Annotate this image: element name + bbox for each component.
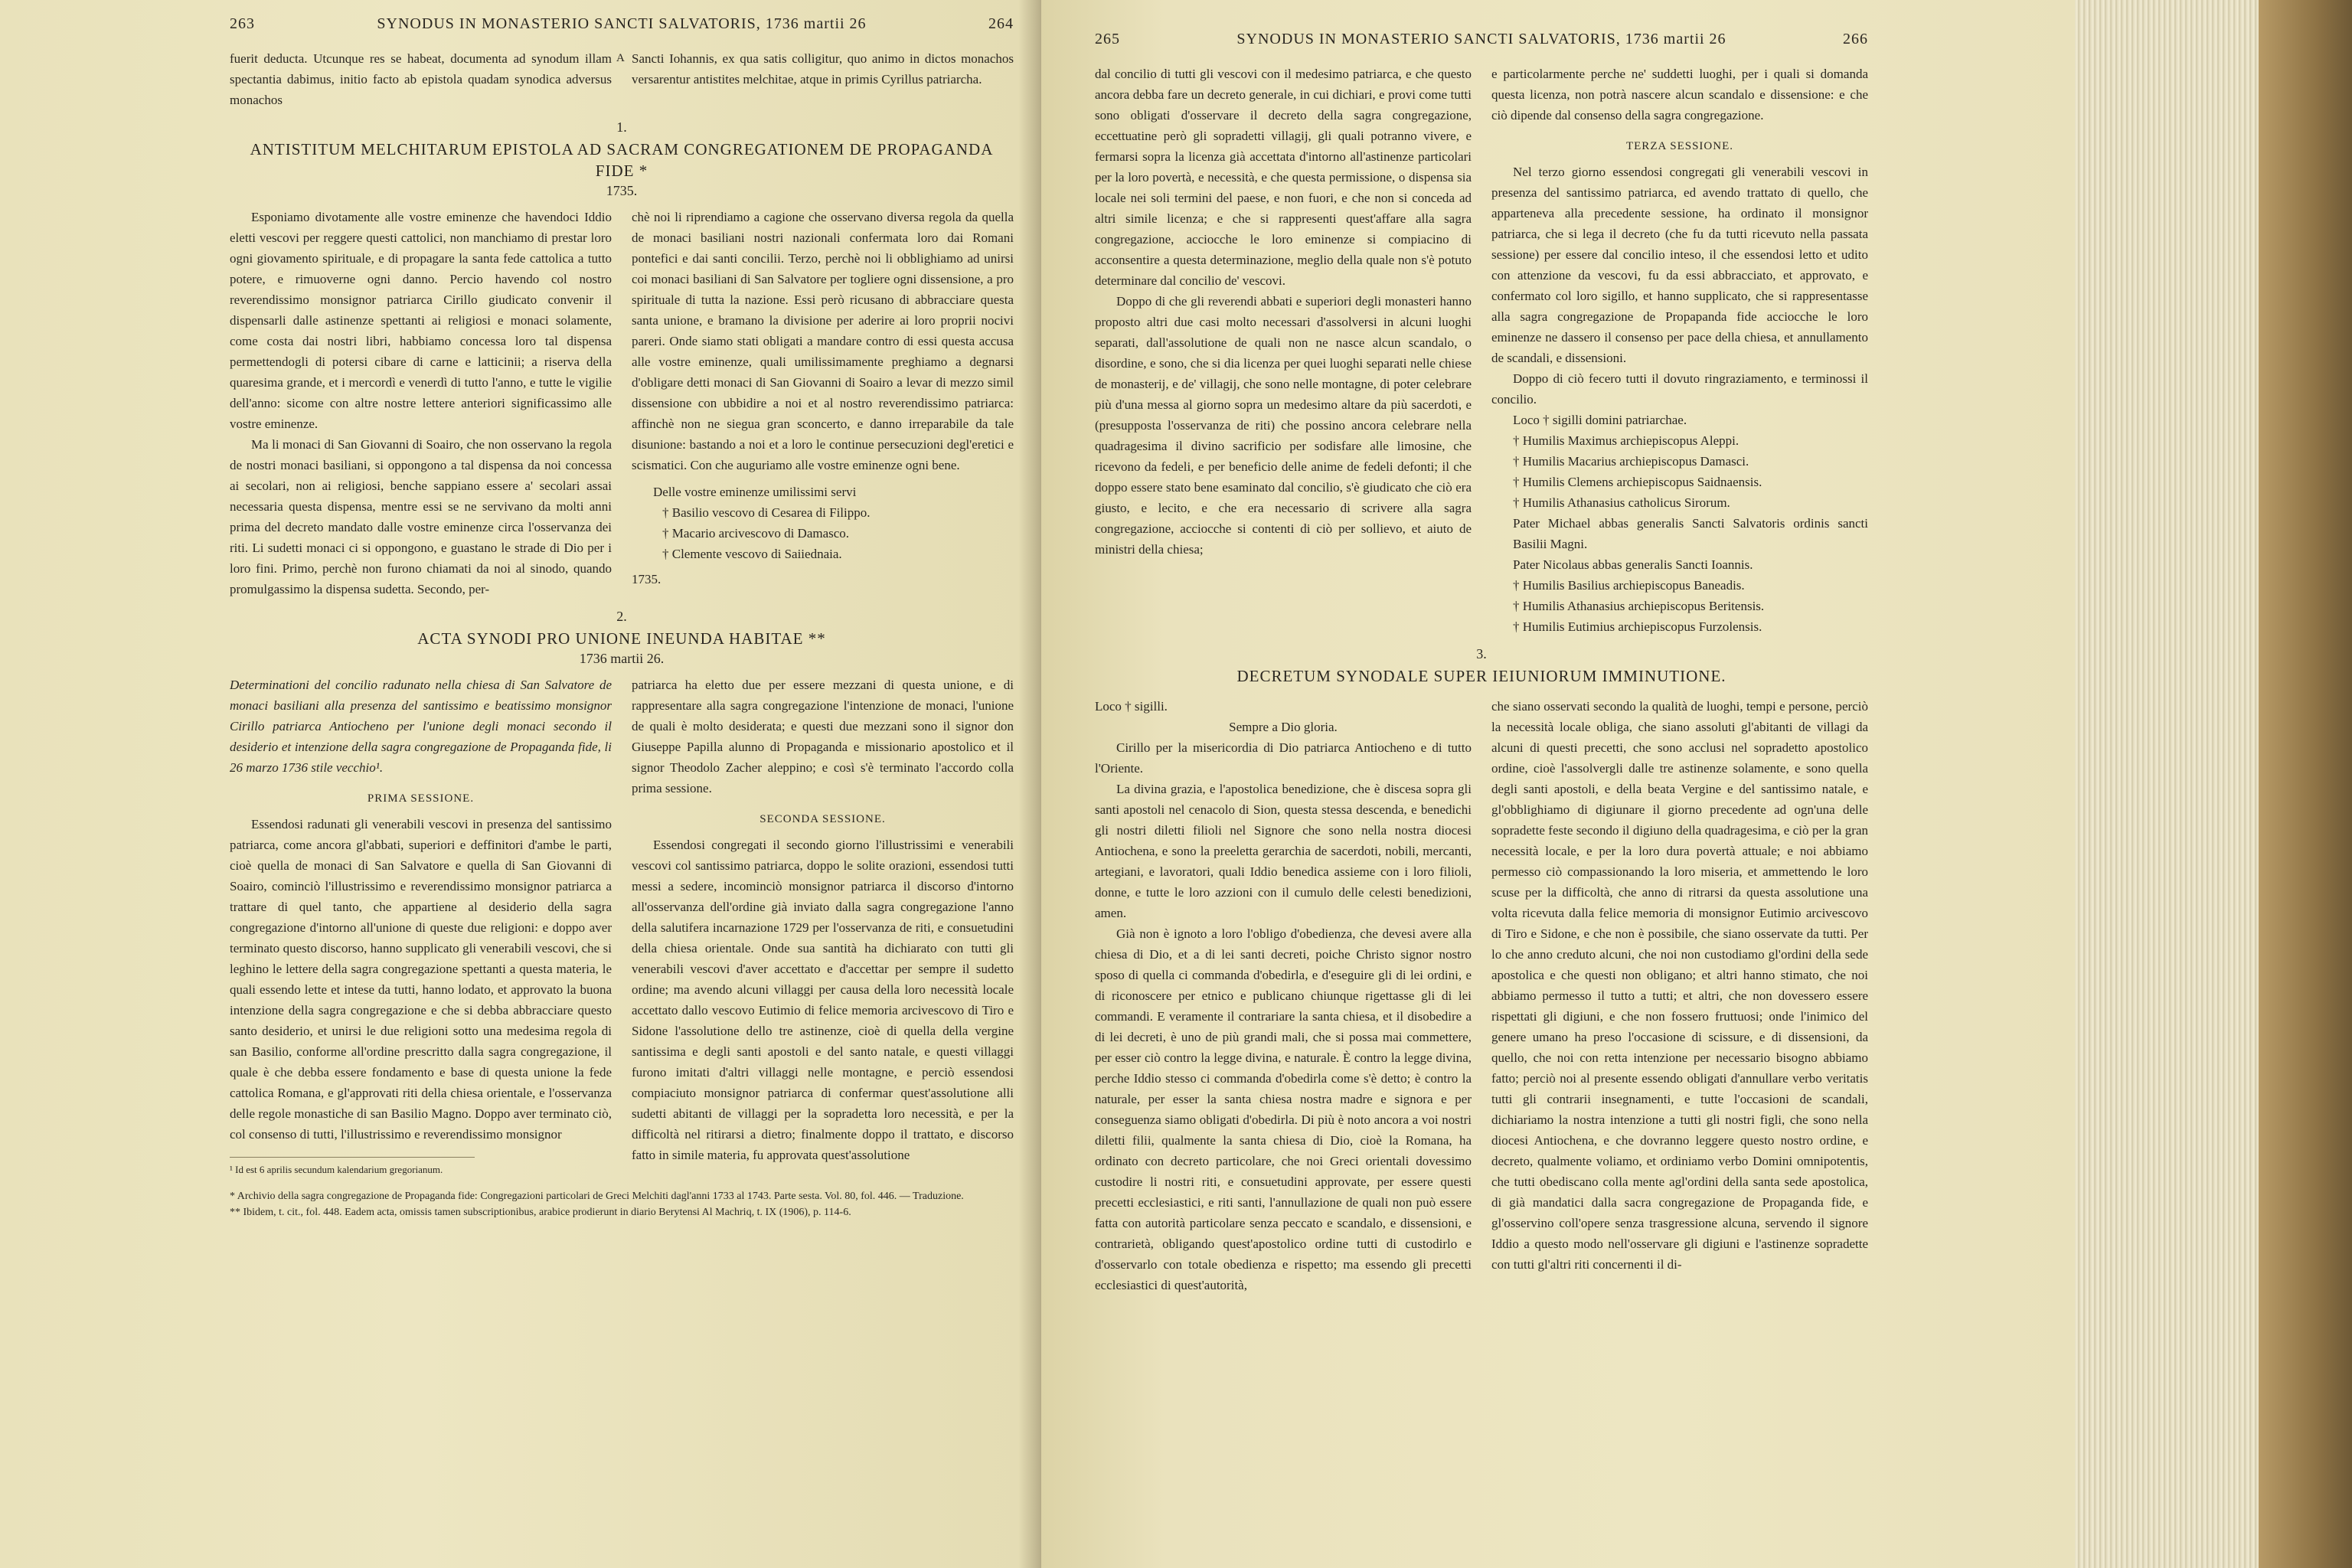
closing: Delle vostre eminenze umilissimi servi: [653, 485, 857, 499]
section-number: 2.: [616, 609, 627, 624]
acta-columns: [230, 675, 1014, 1178]
intro-text: Sancti Iohannis, ex qua satis colligitur, quo animo in dictos monachos versarentur antistites melchitae, atque in primis Cyrillus patriarcha.: [632, 51, 1014, 87]
letter-columns: [230, 207, 1014, 599]
footnote: * Archivio della sagra congregazione de Propaganda fide: Congregazioni particolari de Greci Melchiti dagl'anni 1733 al 1743. Parte sesta. Vol. 80, fol. 446. — Traduzione.: [230, 1191, 964, 1202]
session-heading: TERZA SESSIONE.: [1625, 140, 1733, 152]
signer: † Macario arcivescovo di Damasco.: [662, 526, 850, 541]
right-running-head: [1095, 31, 1868, 48]
paragraph: Doppo di ciò fecero tutti il dovuto ringraziamento, e terminossi il concilio.: [1491, 371, 1868, 407]
signer: Pater Michael abbas generalis Sancti Salvatoris ordinis sancti Basilii Magni.: [1513, 516, 1868, 551]
acta-column-2: [632, 675, 1014, 1178]
footnote: ** Ibidem, t. cit., fol. 448. Eadem acta, omissis tamen subscriptionibus, arabice prodierunt in diario Berytensi Al Machriq, t. IX (1906), p. 114-6.: [230, 1207, 851, 1218]
paragraph: dal concilio di tutti gli vescovi con il medesimo patriarca, e che questo ancora debba fare un decreto generale, in cui dichiari, e provi come tutti sono obligati d'osservare il decreto della sagra congregazione, eccettuatine però gli sopradetti villagij, gli quali potranno vivere, e fermarsi sopra la licenza già accettata d'intorno all'astinenze particolari per la loro povertà, e necessità, e che questa permissione, o dispensa sia locale nei soli termini del paese, e non fuori, e che non si conceda ad altri simile licenza; e che si rappresenti quest'affare alla sagra congregazione, acciocche le loro eminenze si compiacino di acconsentire a questa determinazione, meglio della quale non s'è potuto determinare dal concilio de' vescovi.: [1095, 67, 1472, 288]
session-heading: PRIMA SESSIONE.: [367, 792, 475, 805]
session-heading: SECONDA SESSIONE.: [760, 813, 886, 825]
page-number: 265: [1095, 31, 1120, 47]
page-number: 264: [988, 15, 1014, 32]
paragraph: chè noi li riprendiamo a cagione che osservano diversa regola da quella de monaci basiliani nostri nazionali confermata loro dai Romani pontefici e dai santi concilii. Terzo, perchè noi li obblighiamo ad unirsi coi monaci basiliani di San Salvatore per togliere ogni dissensione, a pro spirituale di tutta la nazione. Essi però ricusano di abbracciare questa santa unione, e bramano la divisione per aderire ai loro proprii nocivi pareri. Onde siamo stati obligati a mandare contro di essi questa accusa alle vostre eminenze, quali umilissimamente preghiamo a degnarsi d'obligare detti monaci di San Giovanni di Soairo a levar di mezzo simil dissensione con ubbidire a noi et al nostro reverendissimo patriarca: affinchè non ne sieguа gran sconcerto, e danno irreparabile da tale disunione: bastando a noi et a loro le continue persecuzioni degl'eretici e scismatici. Con che auguriamo alle vostre eminenze ogni bene.: [632, 210, 1014, 472]
letter-end-date: 1735.: [632, 572, 662, 586]
page-number: 266: [1842, 31, 1868, 47]
paragraph: Doppo di che gli reverendi abbati e superiori degli monasteri hanno proposto altri due casi molto necessari d'assolversi in alcuni luoghi separati, dall'assolutione de quali non ne nasce alcun scandalo, o disordine, e sono, che si dia licenza per quei luoghi separati nelle chiese de monasterij, e de' villagij, che sono nelle montagne, di poter celebrare più d'una messa al giorno sopra un medesimo altare da più sacerdoti, e (presupposta l'osservanza de riti) che possino ancora celebrare nella quadragesima il divino sacrificio per sodisfare alle limosine, che ricevono da fedeli, e per beneficio delle anime de fedeli defonti; il che doppo essere stato bene esaminato dal concilio, s'è giudicato che ciò era giusto, e lecito, e che era necessario di scrivere alla sagra congregazione, acciocche si contenti di ciò per sollievo, et aiuto de ministri della chiesa;: [1095, 294, 1472, 557]
signer: † Humilis Athanasius catholicus Sirorum.: [1513, 495, 1730, 510]
paragraph: e particolarmente perche ne' suddetti luoghi, per i quali si domanda questa licenza, non potrà nascere alcun scandalo e dissensione: e che ciò dipende dal consenso della sagra congregazione.: [1491, 67, 1868, 122]
signer: † Clemente vescovo di Saiiednaia.: [662, 547, 842, 561]
paragraph: Essendosi radunati gli venerabili vescovi in presenza del santissimo patriarca, come ancora gl'abbati, superiori e deffinitori d'ambe le parti, cioè quella de monaci di San Salvatore e quella di San Giovanni di Soairo, cominciò l'illustrissimo e reverendissimo monsignor patriarca a trattare di quel tanto, che appartiene al desiderio della sagra congregazione d'intorno all'unione di queste due religioni: e doppo aver terminato questo discorso, hanno supplicato gli venerabili vescovi, che si leghino le lettere della sagra congregazione spettanti a questa materia, le quali essendo lette et intese da tutti, hanno lodato, et approvato la buona intenzione della sagra congregazione e che si debba abbracciare questo santo desiderio, et unirsi le due religioni sotto una medesima regola di san Basilio, conforme all'ordine prescritto dalla sagra congregazione, il quale è che debba essere fondamento e base di questa unione la fede cattolica Romana, e gl'approvati riti della chiesa orientale, e l'osservanza delle regole monastiche di san Basilio Magno. Doppo aver terminato ciò, col consenso di tutti, l'illustrissimo e reverendissimo monsignor: [230, 817, 612, 1142]
acta-column-1: [230, 675, 612, 1178]
signer: † Humilis Clemens archiepiscopus Saidnaensis.: [1513, 475, 1762, 489]
decree-column-1: [1095, 696, 1472, 1295]
intro-columns: [230, 48, 1014, 110]
page-number: 263: [230, 15, 255, 32]
left-page: [0, 0, 1041, 1568]
signer: † Humilis Maximus archiepiscopus Aleppi.: [1513, 433, 1740, 448]
paragraph: Esponiamo divotamente alle vostre eminenze che havendoci Iddio eletti vescovi per reggere questi cattolici, non manchiamo di prestar loro ogni giovamento spirituale, e di propagare la santa fede cattolica a tutto potere, e rimuoverne ogni danno. Percio havendo col nostro reverendissimo monsignor patriarca Cirillo giudicato convenir il dispensarli dalle astinenze spettanti ai religiosi e monaci solamente, come costa dai nostri libri, habbiamo concessa loro tal dispensa permettendogli di potersi cibare di carne e latticinii; a riserva della quaresima grande, et i mercordì e venerdì di tutto l'anno, e tutte le vigilie dell'anno: sicome con altre nostre lettere anteriori significassimo alle vostre eminenze.: [230, 210, 612, 431]
paragraph: La divina grazia, e l'apostolica benedizione, che è discesa sopra gli santi apostoli nel cenacolo di Sion, questa stessa descenda, e benedichi gli nostri diletti filioli nel Signore che sono nella nostra diocesi Antiochena, e sono la preeletta gerarchia de sacerdoti, nobili, mercanti, artegiani, e lavoratori, quali Iddio benedica assieme con i loro filioli, donne, e tutte le loro azzioni con il cumulo delle celesti benedizioni, amen.: [1095, 782, 1472, 920]
running-title: SYNODUS IN MONASTERIO SANCTI SALVATORIS, 1736 martii 26: [377, 15, 867, 32]
signer: Pater Nicolaus abbas generalis Sancti Ioannis.: [1513, 557, 1753, 572]
intro-text: fuerit deducta. Utcunque res se habeat, documenta ad synodum illam spectantia dabimus, initio facto ab epistola quadam synodica adversus monachos: [230, 51, 612, 107]
signer: † Humilis Athanasius archiepiscopus Beritensis.: [1513, 599, 1765, 613]
paragraph: che siano osservati secondo la qualità de luoghi, tempi e persone, perciò la necessità locale obliga, che siano assoluti gl'abitanti de villagi da alcuni di questi precetti, che sono acclusi nel sopradetto apostolico ordine, cioè l'assolvergli dalle tre astinenze solamente, e sono quella degli santi apostoli, e della beata Vergine e del santissimo natale, e gl'obblighiamo di digiunare il giorno precedente ad ogn'una delle sopradette feste secondo il digiuno della quadragesima, e ciò per la gran necessità locale, e per la loro dura povertà attuale; e noi abbiamo permesso ciò compassionando la loro miseria, et ammettendo le loro scuse per la difficoltà, che anno di ritrarsi da questa assolutione una volta ricevuta dalla felice memoria di monsignor Eutimio arcivescovo di Tiro e Sidone, e che non è possibile, che siano osservate da tutti. Per lo che anno creduto alcuni, che noi non custodiamo gl'ordini della sede apostolica e che questi non obligano; et altri hanno stimato, che noi abbiamo permesso il tutto a tutti; et altri, che non dovessero essere rispettati gli digiuni, e che non fossero fruttuosi; onde l'inimico del genere umano ha preso l'occasione di scissure, e di dissensioni, da quello, che noi con retta intenzione per necessario bisogno abbiamo fatto; perciò noi al presente essendo obligati d'annullare verbo veritatis tutti gli contrarii insegnamenti, e tutte l'occasioni de scandali, dichiariamo la nostra intenzione a tutti gli nostri figli, che sono nella diocesi Antiochena, e che dovranno leggere questo nostro ordine, e decreto, qualmente voliamo, et ordiniamo verbo Domini omnipotentis, che tutti obediscano colla mente agl'ordini della santa sede apostolica, di già mandatici dalla sacra congregazione de Propaganda fide, e gl'osservino coll'opere senza trasgressione alcuna, servendo il signore Iddio a questo modo nell'osservare gli digiuni e l'astinenze sopradette con tutti gl'altri riti concernenti il di-: [1491, 699, 1868, 1272]
acta-intro: Determinationi del concilio radunato nella chiesa di San Salvatore de monaci basiliani alla presenza del santissimo e beatissimo monsignor Cirillo patriarca Antiocheno per l'unione degli monaci secondo il desiderio et intenzione della sagra congregazione de Propaganda fide, li 26 marzo 1736 stile vecchio¹.: [230, 678, 612, 775]
paragraph: Nel terzo giorno essendosi congregati gli venerabili vescovi in presenza del santissimo patriarca, ed avendo trattato di quello, che apparteneva alla precedente sessione, ha ordinato il monsignor patriarca, che si lega il decreto (che fu da tutti ricevuto nella passata sessione) per essere dal concilio inteso, il che essendosi letto et udito con attenzione da vescovi, fu da essi abbracciato, et approvato, e confermato col loro sigillo, et hanno supplicato, che si rappresentasse alla sagra congregazione de Propapanda fide acciocche le loro eminenze ne dassero il consenso per pace della chiesa, et annullamento de scandali, e dissensioni.: [1491, 165, 1868, 365]
paragraph: Ma li monaci di San Giovanni di Soairo, che non osservano la regola de nostri monaci basiliani, si oppongono a tal dispensa da noi concessa ai secolari, non ai religiosi, benche sappiano essere a' secolari assai necessaria questa dispensa, mentre essi se ne servivano da molti anni prima del decreto mandato dalle vostre eminenze circa l'osservanza dei riti. Li sudetti monaci ci si oppongono, e guastano le strade di Dio per i loro fini. Primo, perchè non furono chiamati da noi al sinodo, quando promulgassimo la dispensa sudetta. Secondo, per-: [230, 437, 612, 596]
paragraph: patriarca ha eletto due per essere mezzani di questa unione, e di rappresentare alla sagra congregazione l'intenzione de monaci, l'unione de quali è molto desiderata; e questi due mezzani sono il signor don Giuseppe Papilla alunno di Propaganda e missionario apostolico et il signor Theodolo Zacher aleppino; e così s'è terminato l'accordo colla prima sessione.: [632, 678, 1014, 795]
signer: † Humilis Macarius archiepiscopus Damasci.: [1513, 454, 1749, 469]
letter-column-1: [230, 207, 612, 599]
letter-column-2: [632, 207, 1014, 599]
paragraph: Essendosi congregati il secondo giorno l'illustrissimi e venerabili vescovi col santissimo patriarca, doppo le solite orazioni, essendosi tutti messi a sedere, incominciò monsignor patriarca il discorso d'intorno all'osservanza dell'ordine già inviato dalla sagra congregazione l'anno della salutifera incarnazione 1729 per l'osservanza de riti, e consuetudini della chiesa orientale. Onde sua santità ha dichiarato con tutti gli venerabili vescovi d'aver accettato e d'accettar per sempre il sudetto ordine; ma avendo alcuni villaggi per causa della loro necessità locale accettato dallo vescovo Eutimio di felice memoria arcivescovo di Tiro e Sidone l'assolutione dello tre astinenze, cioè di quella della vergine santissima e degli santi apostoli e del santo natale, e questi villaggi furono imitati d'altri villaggi nelle montagne, e perciò essendosi compiaciuto monsignor patriarca di confermar quest'assolutione alli sudetti abitanti de villaggi per la sopradetta loro necessità, e per la difficoltà nel ritirarsi a dietro; finalmente doppo il trattato, e discorso fatto in simile materia, fu approvata quest'assolutione: [632, 838, 1014, 1162]
acta-continued-columns: [1095, 64, 1868, 637]
right-page: [1041, 0, 2075, 1568]
seal-note: Loco † sigilli.: [1095, 699, 1168, 714]
acta-continued-column-2: [1491, 64, 1868, 637]
signer: † Humilis Basilius archiepiscopus Baneadis.: [1513, 578, 1745, 593]
decree-columns: [1095, 696, 1868, 1295]
signer: † Basilio vescovo di Cesarea di Filippo.: [662, 505, 871, 520]
book-cover-board: [2259, 0, 2352, 1568]
signer: Loco † sigilli domini patriarchae.: [1513, 413, 1687, 427]
section-number: 3.: [1476, 646, 1487, 662]
greeting: Sempre a Dio gloria.: [1229, 720, 1338, 734]
paragraph: Cirillo per la misericordia di Dio patriarca Antiocheno e di tutto l'Oriente.: [1095, 740, 1472, 776]
section-date: 1735.: [606, 183, 638, 198]
section-number: 1.: [616, 119, 627, 135]
section-title: ACTA SYNODI PRO UNIONE INEUNDA HABITAE **: [417, 629, 826, 648]
decree-column-2: [1491, 696, 1868, 1295]
acta-continued-column-1: [1095, 64, 1472, 637]
margin-mark: A: [616, 52, 625, 64]
section-date: 1736 martii 26.: [579, 651, 665, 666]
section-title: ANTISTITUM MELCHITARUM EPISTOLA AD SACRAM CONGREGATIONEM DE PROPAGANDA FIDE *: [250, 140, 994, 180]
left-running-head: [230, 15, 1014, 33]
paragraph: Già non è ignoto a loro l'obligo d'obedienza, che devesi avere alla chiesa di Dio, et a di lei santi decreti, poiche Christo signor nostro sposo di quella ci commanda d'obedirla, e d'eseguire gli di lei ordini, e di riconoscere per etnico e publicano chiunque rigettasse gli di lei commandi. E veramente il contrariare la santa chiesa, et il disobedire a di lei decreti, è uno de più grandi mali, che si possa mai commettere, per esser ciò contro la legge divina, e naturale. È contro la legge divina, perche Iddio stesso ci commanda d'obedirla come s'è detto; è contro la naturale, per esser la santa chiesa nostra madre e signora e per conseguenza siamo obligati d'obedirla. Di più è noto ancora a voi nostri diletti filii, qualmente la santa chiesa di Dio, cioè la Romana, ha ordinato con decreto particolare, che noi Greci orientali dovessimo custodire li nostri riti, e consuetudini approvate, per essere questi precetti ecclesiastici, e riti santi, l'annullazione de quali non può essere fatta con autorità particolare senza peccato e scandalo, e dissensioni, e contrarietà, obligando quest'apostolico ordine tutti di custodirlo e d'osservarlo con totale obedienza e rispetto; ma essendo gli precetti ecclesiastici di quest'autorità,: [1095, 926, 1472, 1292]
section-title: DECRETUM SYNODALE SUPER IEIUNIORUM IMMINUTIONE.: [1236, 667, 1726, 685]
footnote: ¹ Id est 6 aprilis secundum kalendarium gregorianum.: [230, 1157, 475, 1178]
signer: † Humilis Eutimius archiepiscopus Furzolensis.: [1513, 619, 1762, 634]
running-title: SYNODUS IN MONASTERIO SANCTI SALVATORIS, 1736 martii 26: [1236, 31, 1726, 47]
